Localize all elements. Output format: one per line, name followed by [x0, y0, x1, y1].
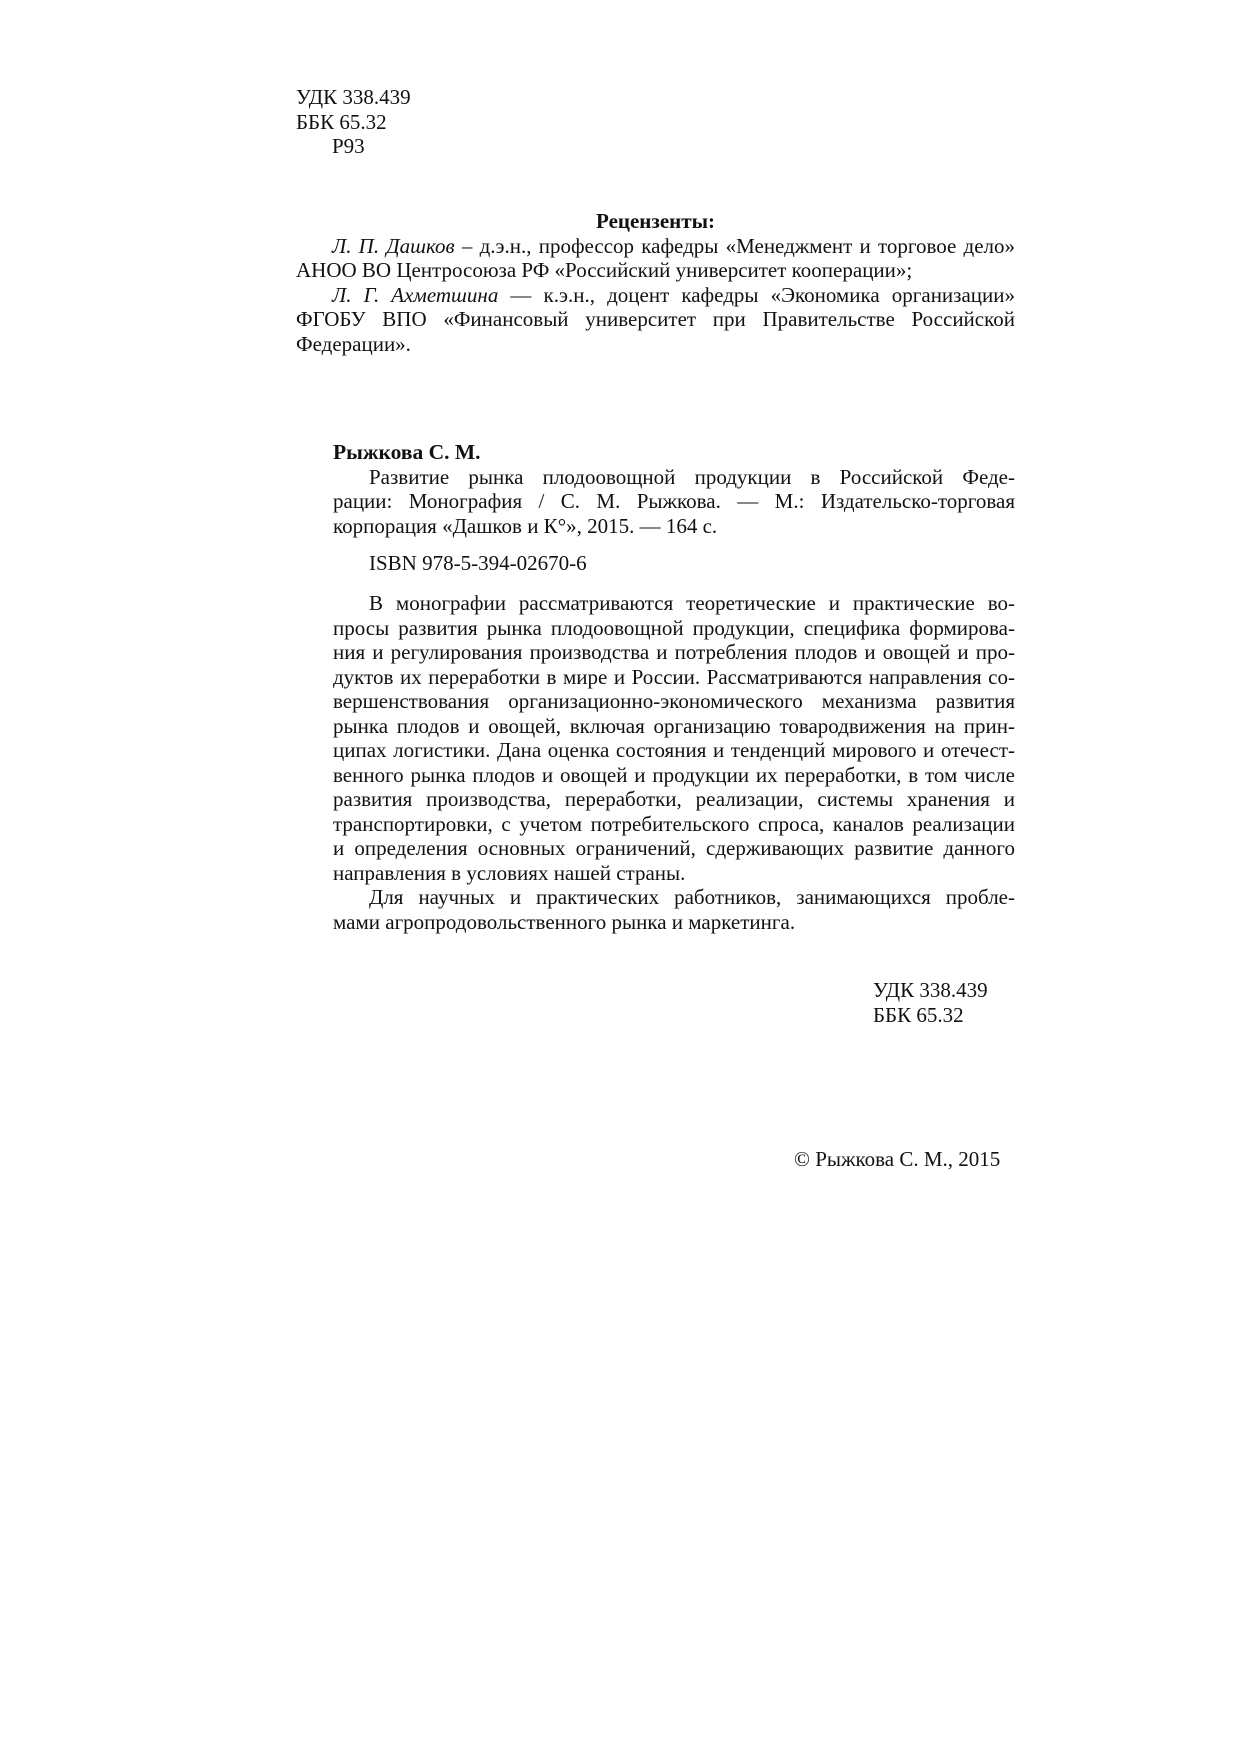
bbk-code: ББК 65.32 [296, 109, 387, 134]
annotation [333, 591, 1015, 934]
annotation-line: В монографии рассматриваются теоретические и практические во- [369, 591, 1015, 615]
annotation-line: рынка плодов и овощей, включая организацию товародвижения на прин- [333, 713, 1015, 738]
annotation-line: ния и регулирования производства и потребления плодов и овощей и про- [333, 640, 1015, 664]
annotation-line: и определения основных ограничений, сдерживающих развитие данного [333, 836, 1015, 860]
annotation-line: направления в условиях нашей страны. [333, 860, 686, 885]
reviewer-1-line-2: АНОО ВО Центросоюза РФ «Российский университет кооперации»; [296, 258, 913, 282]
annotation-line: Для научных и практических работников, занимающихся пробле- [369, 885, 1015, 909]
biblio-line-3: корпорация «Дашков и К°», 2015. — 164 с. [333, 513, 718, 538]
reviewers-section [296, 209, 1015, 356]
annotation-line: просы развития рынка плодоовощной продукции, специфика формирова- [333, 615, 1015, 640]
udk-code: УДК 338.439 [296, 85, 411, 109]
reviewer-1-line-1 [296, 234, 1015, 259]
annotation-line: дуктов их переработки в мире и России. Рассматриваются направления со- [333, 664, 1015, 689]
udk-code: УДК 338.439 [873, 978, 988, 1002]
bottom-classification-codes [873, 978, 988, 1027]
copyright: © Рыжкова С. М., 2015 [794, 1147, 1001, 1171]
annotation-line: ципах логистики. Дана оценка состояния и тенденций мирового и отечест- [333, 738, 1015, 762]
reviewer-2-line-3: Федерации». [296, 331, 411, 356]
reviewer-2-line-2: ФГОБУ ВПО «Финансовый университет при Правительстве Российской [296, 307, 1015, 331]
reviewer-2-name: Л. Г. Ахметшина [332, 282, 499, 307]
top-classification-codes [296, 85, 411, 159]
annotation-line: мами агропродовольственного рынка и маркетинга. [333, 909, 796, 934]
biblio-line-1: Развитие рынка плодоовощной продукции в Российской Феде- [369, 464, 1015, 489]
annotation-line: транспортировки, с учетом потребительского спроса, каналов реализации [333, 811, 1015, 836]
bbk-code: ББК 65.32 [873, 1002, 964, 1027]
reviewer-2-line-1 [296, 283, 1015, 308]
reviewer-1-desc: – д.э.н., профессор кафедры «Менеджмент и торговое дело» [454, 233, 1015, 258]
author-mark: Р93 [332, 134, 365, 158]
biblio-line-2: рации: Монография / С. М. Рыжкова. — М.: Издательско-торговая [333, 489, 1015, 513]
bibliographic-entry [333, 440, 1015, 576]
annotation-line: вершенствования организационно-экономического механизма развития [333, 689, 1015, 713]
isbn: ISBN 978-5-394-02670-6 [369, 551, 587, 575]
reviewer-2-desc: — к.э.н., доцент кафедры «Экономика организации» [498, 282, 1016, 307]
annotation-line: развития производства, переработки, реализации, системы хранения и [333, 787, 1015, 811]
reviewer-1-name: Л. П. Дашков [332, 233, 455, 258]
reviewers-title: Рецензенты: [596, 209, 715, 233]
biblio-author: Рыжкова С. М. [333, 440, 481, 464]
annotation-line: венного рынка плодов и овощей и продукции их переработки, в том числе [333, 762, 1015, 787]
